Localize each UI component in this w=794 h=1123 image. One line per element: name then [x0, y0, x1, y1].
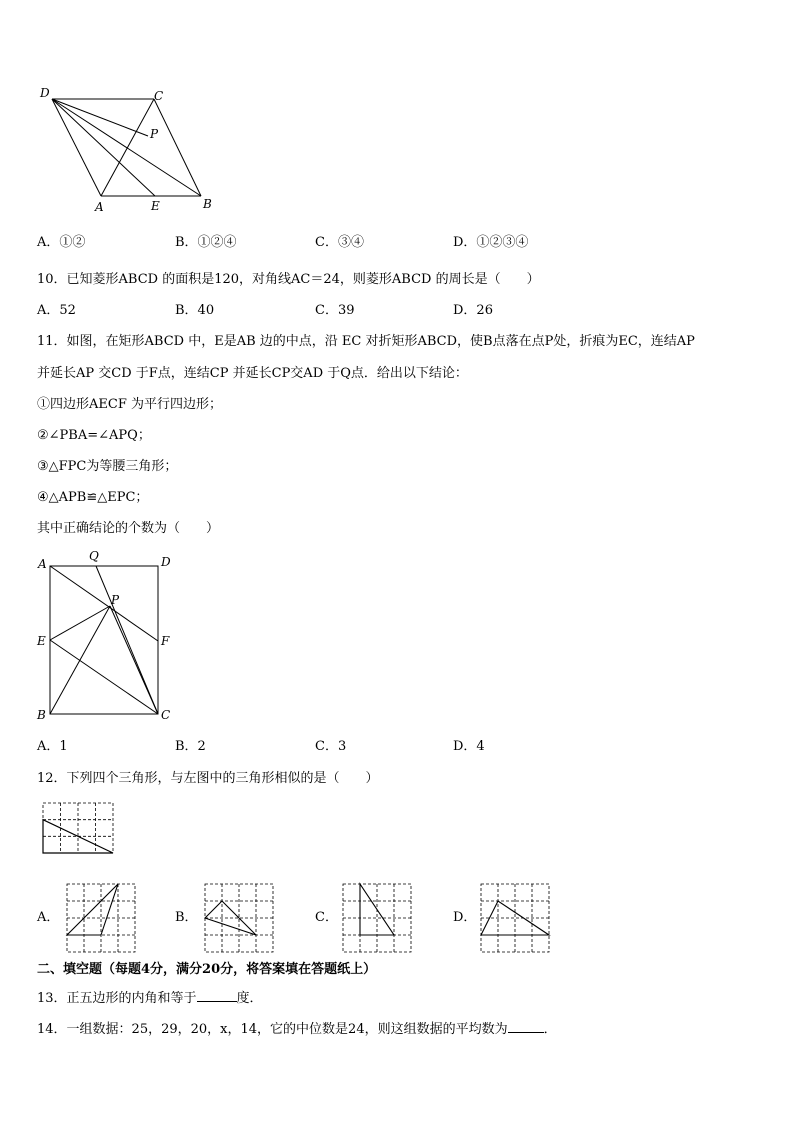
q12-stem: 12．下列四个三角形，与左图中的三角形相似的是（ ） — [37, 771, 379, 786]
q11-option-c: C．3 — [315, 739, 347, 754]
q14 — [37, 1020, 557, 1038]
q12-option-b-figure — [202, 881, 276, 955]
q11-figure — [34, 548, 179, 728]
q9-option-b: B．①②④ — [175, 235, 237, 250]
q9-option-c: C．③④ — [315, 235, 364, 250]
q11-conclusion-3: ③△FPC为等腰三角形； — [37, 459, 178, 474]
q13-text-end: 度． — [236, 991, 263, 1006]
q12-option-a: A． — [37, 910, 60, 925]
q12-option-a-figure — [64, 881, 138, 955]
q9-option-a: A．①② — [37, 235, 86, 250]
q13-answer-blank[interactable] — [197, 989, 237, 1002]
q11-question: 其中正确结论的个数为（ ） — [37, 521, 220, 536]
label-E: E — [37, 634, 46, 648]
q10-option-a: A．52 — [37, 303, 76, 318]
q12-option-d: D． — [453, 910, 477, 925]
q12-option-c-figure — [340, 881, 414, 955]
q14-text: 14．一组数据：25，29，20，x，14，它的中位数是24，则这组数据的平均数为 — [37, 1022, 508, 1037]
q13 — [37, 989, 263, 1007]
q10-option-d: D．26 — [453, 303, 493, 318]
label-Q: Q — [89, 549, 99, 563]
q10-stem: 10．已知菱形ABCD 的面积是120，对角线AC＝24，则菱形ABCD 的周长是（ ） — [37, 272, 540, 287]
label-A: A — [38, 557, 47, 571]
label-E: E — [151, 199, 160, 213]
q9-figure — [36, 84, 226, 216]
q14-text-end: ． — [543, 1022, 557, 1037]
q10-option-b: B．40 — [175, 303, 215, 318]
q9-option-d: D．①②③④ — [453, 235, 529, 250]
label-C: C — [161, 708, 171, 722]
q12-option-b: B． — [175, 910, 198, 925]
q11-conclusion-1: ①四边形AECF 为平行四边形； — [37, 397, 222, 412]
section-2-heading: 二、填空题（每题4分，满分20分，将答案填在答题纸上） — [37, 962, 377, 977]
q11-stem-line1: 11．如图，在矩形ABCD 中，E是AB 边的中点，沿 EC 对折矩形ABCD，使B点落在点P处，折痕为EC，连结AP — [37, 334, 695, 349]
label-C: C — [154, 89, 164, 103]
label-A: A — [95, 200, 104, 214]
q12-option-c: C． — [315, 910, 338, 925]
label-P: P — [150, 127, 159, 141]
q12-reference-figure — [40, 800, 116, 856]
q13-text: 13．正五边形的内角和等于 — [37, 991, 197, 1006]
q14-answer-blank[interactable] — [508, 1020, 544, 1033]
q11-conclusion-4: ④△APB≌△EPC； — [37, 490, 149, 505]
q11-stem-line2: 并延长AP 交CD 于F点，连结CP 并延长CP交AD 于Q点．给出以下结论： — [37, 366, 468, 381]
q10-option-c: C．39 — [315, 303, 355, 318]
label-B: B — [203, 197, 212, 211]
q11-option-a: A．1 — [37, 739, 68, 754]
q11-option-b: B．2 — [175, 739, 206, 754]
label-F: F — [161, 634, 170, 648]
label-D: D — [40, 86, 50, 100]
q11-conclusion-2: ②∠PBA=∠APQ； — [37, 428, 151, 443]
label-D: D — [161, 555, 171, 569]
q12-option-d-figure — [478, 881, 552, 955]
label-P: P — [111, 593, 120, 607]
label-B: B — [37, 708, 46, 722]
q11-option-d: D．4 — [453, 739, 485, 754]
